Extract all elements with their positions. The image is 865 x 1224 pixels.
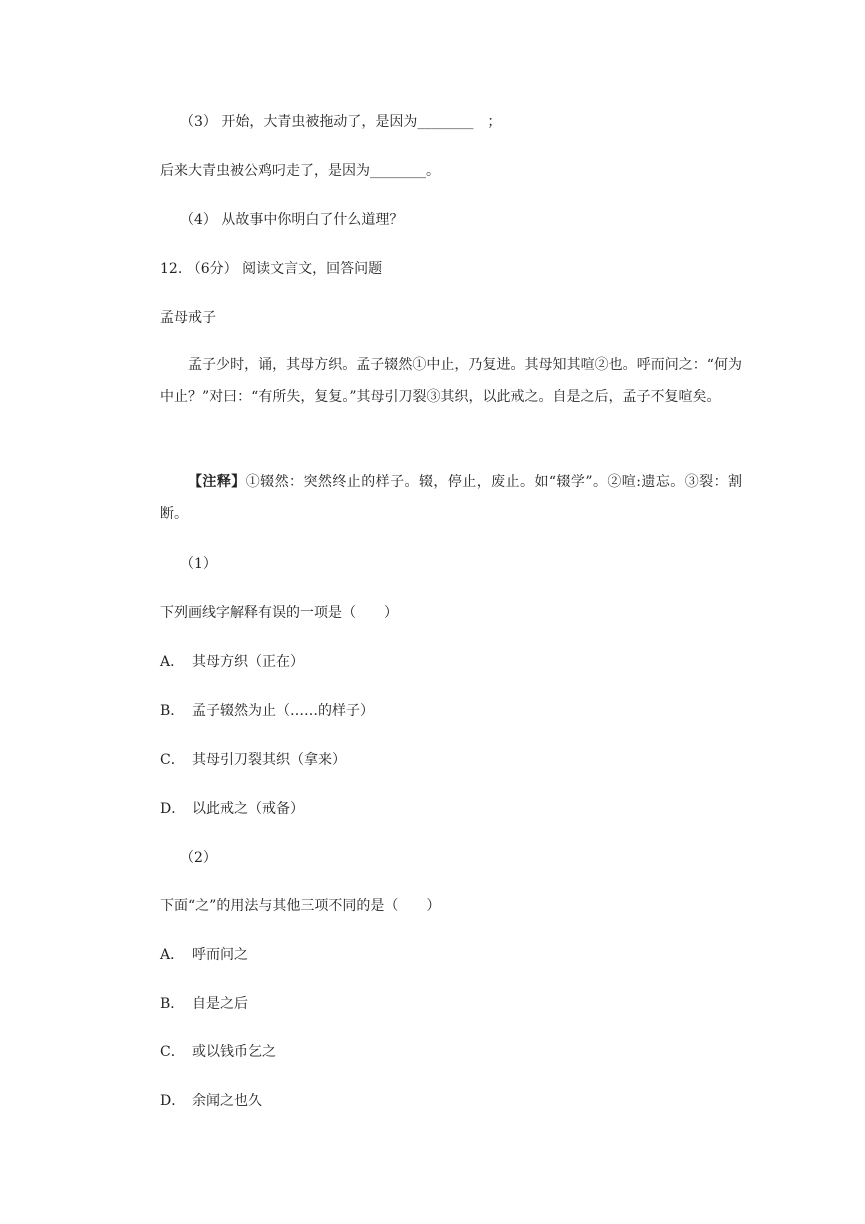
option-letter: C．: [160, 752, 185, 768]
option-b[interactable]: [160, 701, 374, 721]
option-c[interactable]: [160, 750, 346, 770]
option-a[interactable]: [160, 652, 304, 672]
option-d[interactable]: [160, 799, 304, 819]
option-text: 余闻之也久: [192, 1093, 262, 1109]
option-letter: D．: [160, 801, 186, 817]
annotation: [160, 466, 742, 530]
option-letter: A．: [160, 947, 185, 963]
option-letter: C．: [160, 1044, 185, 1060]
option-text: 或以钱币乞之: [192, 1044, 276, 1060]
option-a[interactable]: [160, 945, 248, 965]
option-d[interactable]: [160, 1091, 262, 1111]
subquestion-2-number: （2）: [180, 850, 217, 866]
question-4: （4） 从故事中你明白了什么道理？: [180, 212, 404, 228]
annotation-text: ①辍然：突然终止的样子。辍，停止，废止。如“辍学”。②喧:遗忘。③裂：割断。: [160, 474, 743, 522]
option-letter: A．: [160, 654, 185, 670]
annotation-label: 【注释】: [188, 474, 246, 490]
option-b[interactable]: [160, 994, 248, 1014]
option-letter: D．: [160, 1093, 186, 1109]
question-3-line-1: （3） 开始，大青虫被拖动了，是因为________ ；: [180, 114, 502, 130]
subquestion-1-prompt: 下列画线字解释有误的一项是（ ）: [160, 605, 398, 621]
option-letter: B．: [160, 996, 185, 1012]
option-text: 其母引刀裂其织（拿来）: [192, 752, 346, 768]
passage-title: 孟母戒子: [160, 310, 216, 326]
option-letter: B．: [160, 703, 185, 719]
subquestion-1-number: （1）: [180, 556, 217, 572]
subquestion-2-prompt: 下面“之”的用法与其他三项不同的是（ ）: [160, 898, 441, 914]
option-text: 呼而问之: [192, 947, 248, 963]
question-3-line-2: 后来大青虫被公鸡叼走了，是因为________。: [160, 163, 440, 179]
option-text: 其母方织（正在）: [192, 654, 304, 670]
passage-text: 孟子少时，诵，其母方织。孟子辍然①中止，乃复进。其母知其喧②也。呼而问之：“何为中止？”对曰：“有所失，复复。”其母引刀裂③其织，以此戒之。自是之后，孟子不复喧矣。: [160, 357, 742, 405]
option-text: 孟子辍然为止（……的样子）: [192, 703, 374, 719]
question-12-header: 12. （6分） 阅读文言文，回答问题: [160, 261, 383, 277]
option-c[interactable]: [160, 1042, 276, 1062]
option-text: 自是之后: [192, 996, 248, 1012]
option-text: 以此戒之（戒备）: [192, 801, 304, 817]
